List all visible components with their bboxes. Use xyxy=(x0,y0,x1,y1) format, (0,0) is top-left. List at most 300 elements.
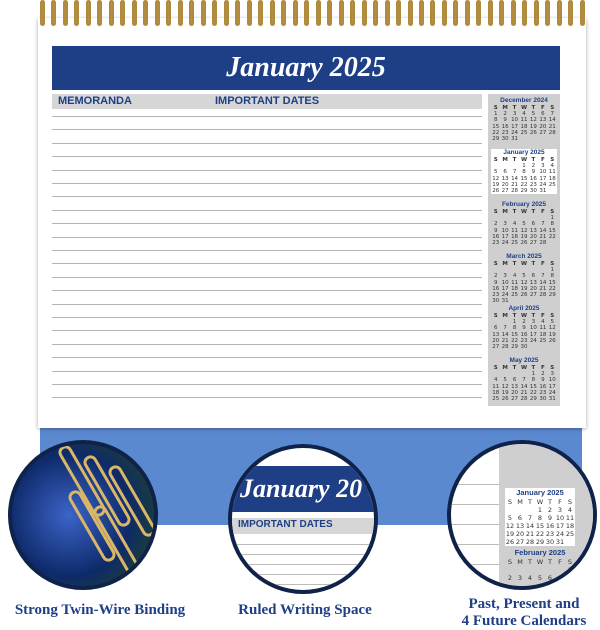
coil-loop xyxy=(212,0,217,26)
day-number: 1 xyxy=(550,215,555,222)
zoom-month-title: January 20 xyxy=(240,474,363,503)
day-number: 8 xyxy=(493,117,498,124)
day-of-week-label: S xyxy=(493,313,498,319)
ruled-line xyxy=(232,554,378,555)
ruled-line xyxy=(52,210,482,211)
day-number: 5 xyxy=(522,273,526,280)
day-number: 28 xyxy=(548,129,556,136)
coil-loop xyxy=(568,0,573,26)
day-number: 1 xyxy=(567,566,573,574)
day-number: 31 xyxy=(539,188,547,195)
coil-loop xyxy=(235,0,240,26)
day-number: 5 xyxy=(550,319,555,326)
day-number: 15 xyxy=(548,279,556,286)
day-number: 16 xyxy=(539,383,547,390)
day-number: 4 xyxy=(527,574,533,582)
day-number: 27 xyxy=(501,188,509,195)
day-of-week-label: S xyxy=(493,157,498,163)
coil-loop xyxy=(453,0,458,26)
coil-loop xyxy=(293,0,298,26)
day-number: 18 xyxy=(548,175,556,182)
mini-calendar-title: December 2024 xyxy=(500,97,548,104)
day-number: 22 xyxy=(520,181,528,188)
ruled-line xyxy=(52,237,482,238)
day-number: 6 xyxy=(517,514,523,522)
day-number: 3 xyxy=(503,273,507,280)
coil-loop xyxy=(178,0,183,26)
day-number: 22 xyxy=(529,389,537,396)
day-number: 5 xyxy=(522,221,526,228)
day-number: 29 xyxy=(492,136,500,143)
day-of-week-label: W xyxy=(536,498,544,506)
coil-loop xyxy=(396,0,401,26)
day-number: 27 xyxy=(492,344,500,351)
day-number: 15 xyxy=(548,227,556,234)
day-of-week-label: F xyxy=(558,558,562,566)
day-number: 15 xyxy=(492,123,500,130)
coil-loop xyxy=(339,0,344,26)
day-of-week-label: T xyxy=(512,365,517,371)
day-number: 29 xyxy=(548,292,556,299)
day-number: 26 xyxy=(505,538,515,546)
day-number: 3 xyxy=(557,506,563,514)
coil-loop xyxy=(419,0,424,26)
day-number: 7 xyxy=(527,514,533,522)
day-number: 3 xyxy=(541,163,545,170)
coil-loop xyxy=(74,0,79,26)
mini-calendar-grid xyxy=(491,105,557,142)
day-number: 23 xyxy=(539,389,547,396)
day-number: 11 xyxy=(511,227,519,234)
day-number: 7 xyxy=(557,574,563,582)
day-number: 4 xyxy=(493,377,498,384)
day-of-week-label: M xyxy=(502,105,508,111)
day-number: 18 xyxy=(520,123,528,130)
day-number: 23 xyxy=(520,337,528,344)
day-number: 30 xyxy=(520,344,528,351)
day-of-week-label: T xyxy=(528,498,532,506)
ruled-line xyxy=(52,290,482,291)
ruled-line xyxy=(52,116,482,117)
day-number: 30 xyxy=(529,188,537,195)
day-number: 25 xyxy=(548,181,556,188)
day-number: 21 xyxy=(501,337,509,344)
day-number: 10 xyxy=(529,325,537,332)
day-number: 22 xyxy=(548,233,556,240)
coil-loop xyxy=(327,0,332,26)
coil-loop xyxy=(155,0,160,26)
ruled-line xyxy=(52,384,482,385)
day-number: 17 xyxy=(501,233,509,240)
day-number: 16 xyxy=(520,331,528,338)
mini-calendar-title: May 2025 xyxy=(509,357,539,364)
day-of-week-label: T xyxy=(512,313,517,319)
day-number: 25 xyxy=(511,292,519,299)
mini-calendar xyxy=(491,305,557,350)
day-of-week-label: W xyxy=(536,558,544,566)
day-number: 19 xyxy=(520,233,528,240)
day-number: 31 xyxy=(548,396,556,403)
day-number: 29 xyxy=(520,188,528,195)
day-number: 11 xyxy=(548,169,556,176)
mini-calendar-grid xyxy=(491,365,557,402)
coil-loop xyxy=(499,0,504,26)
month-banner xyxy=(52,46,560,90)
day-number: 14 xyxy=(525,522,535,530)
day-number: 29 xyxy=(529,396,537,403)
day-number: 11 xyxy=(520,117,528,124)
day-number: 27 xyxy=(529,292,537,299)
day-of-week-label: M xyxy=(502,157,508,163)
mini-calendar xyxy=(491,149,557,194)
twin-wire-binding xyxy=(40,0,585,30)
day-of-week-label: F xyxy=(540,157,545,163)
day-number: 22 xyxy=(548,285,556,292)
day-number: 5 xyxy=(507,514,513,522)
day-number: 28 xyxy=(539,240,547,247)
coil-loop xyxy=(63,0,68,26)
coil-loop xyxy=(316,0,321,26)
day-number: 11 xyxy=(565,514,575,522)
day-number: 3 xyxy=(531,319,536,326)
day-number: 26 xyxy=(548,337,556,344)
column-header xyxy=(52,94,482,109)
day-number: 14 xyxy=(548,117,556,124)
day-number: 13 xyxy=(529,227,537,234)
day-of-week-label: F xyxy=(540,313,545,319)
day-of-week-label: T xyxy=(528,558,532,566)
ruled-line xyxy=(52,223,482,224)
day-number: 15 xyxy=(511,331,519,338)
day-number xyxy=(545,566,555,574)
day-number: 10 xyxy=(511,117,519,124)
day-number: 5 xyxy=(531,111,536,118)
ruled-line xyxy=(232,574,378,575)
day-of-week-label: S xyxy=(550,157,555,163)
day-number: 2 xyxy=(531,163,536,170)
mini-calendar-title: February 2025 xyxy=(501,201,547,208)
day-number: 7 xyxy=(512,169,517,176)
day-number: 12 xyxy=(529,117,537,124)
coil-loop xyxy=(247,0,252,26)
ruled-line xyxy=(52,344,482,345)
day-number: 20 xyxy=(501,181,509,188)
day-number: 20 xyxy=(515,530,525,538)
day-of-week-label: S xyxy=(493,261,498,267)
ruled-line xyxy=(451,544,499,545)
coil-loop xyxy=(258,0,263,26)
mini-calendar-title: March 2025 xyxy=(506,253,542,260)
day-number: 20 xyxy=(529,285,537,292)
day-number: 1 xyxy=(550,267,555,274)
coil-loop xyxy=(143,0,148,26)
day-number: 25 xyxy=(565,530,575,538)
ruled-line xyxy=(52,330,482,331)
day-number: 4 xyxy=(541,319,545,326)
day-number: 10 xyxy=(548,377,556,384)
day-number xyxy=(525,566,535,574)
zoom-mini-calendar-grid xyxy=(505,558,575,582)
day-number: 19 xyxy=(501,389,509,396)
day-number: 31 xyxy=(511,136,519,143)
day-number: 28 xyxy=(525,538,535,546)
day-number: 19 xyxy=(520,285,528,292)
day-number: 6 xyxy=(531,273,536,280)
day-number: 24 xyxy=(539,181,547,188)
day-number: 4 xyxy=(512,273,517,280)
day-of-week-label: M xyxy=(517,498,523,506)
day-number: 18 xyxy=(511,233,519,240)
day-number: 19 xyxy=(505,530,515,538)
coil-loop xyxy=(476,0,481,26)
day-number: 7 xyxy=(541,221,545,228)
ruled-line xyxy=(52,129,482,130)
day-of-week-label: S xyxy=(550,365,555,371)
day-number: 5 xyxy=(537,574,543,582)
day-number: 8 xyxy=(550,221,555,228)
day-number: 16 xyxy=(501,123,509,130)
day-number: 16 xyxy=(545,522,555,530)
mini-calendar xyxy=(491,357,557,402)
coil-loop xyxy=(557,0,562,26)
mini-calendar xyxy=(491,253,557,304)
coil-loop xyxy=(86,0,91,26)
coil-loop xyxy=(488,0,493,26)
day-number: 12 xyxy=(548,325,556,332)
day-number: 11 xyxy=(511,279,519,286)
day-number: 17 xyxy=(539,175,547,182)
day-number xyxy=(555,566,565,574)
day-of-week-label: S xyxy=(567,558,573,566)
day-of-week-label: S xyxy=(550,105,555,111)
day-number: 14 xyxy=(520,383,528,390)
day-number: 25 xyxy=(539,337,547,344)
coil-loop xyxy=(97,0,102,26)
day-number: 16 xyxy=(529,175,537,182)
day-of-week-label: W xyxy=(520,209,528,215)
day-number: 18 xyxy=(539,331,547,338)
day-number: 24 xyxy=(501,292,509,299)
day-number: 15 xyxy=(529,383,537,390)
day-number: 8 xyxy=(550,273,555,280)
coil-loop xyxy=(545,0,550,26)
day-of-week-label: T xyxy=(512,105,517,111)
day-number: 11 xyxy=(539,325,547,332)
day-number: 13 xyxy=(511,383,519,390)
day-of-week-label: T xyxy=(531,209,536,215)
month-title: January 2025 xyxy=(226,52,386,83)
day-number: 8 xyxy=(537,514,543,522)
coil-loop xyxy=(224,0,229,26)
day-number: 12 xyxy=(520,227,528,234)
day-number: 13 xyxy=(539,117,547,124)
day-number: 2 xyxy=(522,319,526,326)
day-number: 21 xyxy=(539,233,547,240)
day-number: 26 xyxy=(529,129,537,136)
day-number: 29 xyxy=(511,344,519,351)
day-number: 1 xyxy=(522,163,526,170)
day-number: 21 xyxy=(511,181,519,188)
day-number: 9 xyxy=(493,279,498,286)
day-number: 26 xyxy=(520,292,528,299)
day-of-week-label: W xyxy=(520,365,528,371)
day-number xyxy=(535,566,545,574)
day-number: 15 xyxy=(520,175,528,182)
caption-calendars-line2: 4 Future Calendars xyxy=(461,613,587,629)
day-number: 21 xyxy=(548,123,556,130)
day-number: 19 xyxy=(548,331,556,338)
coil-loop xyxy=(522,0,527,26)
ruled-line xyxy=(52,183,482,184)
coil-loop xyxy=(373,0,378,26)
day-number: 7 xyxy=(541,273,545,280)
mini-calendar-title: April 2025 xyxy=(508,305,540,312)
day-number xyxy=(505,566,515,574)
day-number: 17 xyxy=(511,123,519,130)
day-number: 24 xyxy=(501,240,509,247)
day-number: 9 xyxy=(503,117,507,124)
day-of-week-label: F xyxy=(540,105,545,111)
day-number: 28 xyxy=(511,188,519,195)
caption-calendars xyxy=(448,596,600,630)
day-number: 18 xyxy=(565,522,575,530)
day-number: 25 xyxy=(492,396,500,403)
coil-loop xyxy=(511,0,516,26)
day-number: 8 xyxy=(512,325,517,332)
day-number: 19 xyxy=(529,123,537,130)
coil-loop xyxy=(465,0,470,26)
coil-loop xyxy=(385,0,390,26)
day-number: 16 xyxy=(492,285,500,292)
mini-calendar-title: January 2025 xyxy=(503,149,545,156)
day-number: 14 xyxy=(511,175,519,182)
day-number: 9 xyxy=(493,227,498,234)
day-of-week-label: W xyxy=(520,313,528,319)
day-number: 26 xyxy=(520,240,528,247)
day-number: 30 xyxy=(492,298,500,305)
day-number: 27 xyxy=(511,396,519,403)
day-of-week-label: T xyxy=(531,261,536,267)
day-of-week-label: S xyxy=(507,498,513,506)
day-number: 19 xyxy=(492,181,500,188)
zoom-important-dates-label: IMPORTANT DATES xyxy=(238,519,333,530)
coil-loop xyxy=(430,0,435,26)
day-number: 17 xyxy=(501,285,509,292)
ruled-line xyxy=(232,564,378,565)
day-number: 24 xyxy=(511,129,519,136)
ruled-line xyxy=(451,484,499,485)
day-of-week-label: T xyxy=(531,365,536,371)
day-number xyxy=(515,566,525,574)
ruled-line xyxy=(451,524,499,525)
day-number: 9 xyxy=(547,514,553,522)
day-number: 27 xyxy=(539,129,547,136)
day-number: 31 xyxy=(501,298,509,305)
ruled-line xyxy=(52,397,482,398)
memoranda-label: MEMORANDA xyxy=(58,95,132,107)
zoom-mini-calendar-title: January 2025 xyxy=(516,488,564,497)
ruled-line xyxy=(52,317,482,318)
coil-loop xyxy=(189,0,194,26)
day-number: 26 xyxy=(492,188,500,195)
day-number: 28 xyxy=(501,344,509,351)
ruled-line xyxy=(52,143,482,144)
day-of-week-label: S xyxy=(550,313,555,319)
coil-loop xyxy=(304,0,309,26)
ruled-line xyxy=(451,504,499,505)
day-of-week-label: T xyxy=(531,313,536,319)
day-number: 6 xyxy=(503,169,507,176)
day-of-week-label: S xyxy=(493,105,498,111)
day-number: 22 xyxy=(535,530,545,538)
day-of-week-label: F xyxy=(540,209,545,215)
day-number: 5 xyxy=(503,377,507,384)
caption-binding: Strong Twin-Wire Binding xyxy=(14,602,186,618)
day-number: 27 xyxy=(529,240,537,247)
day-number: 6 xyxy=(531,221,536,228)
zoom-mini-calendar-february xyxy=(505,548,575,582)
day-number: 17 xyxy=(529,331,537,338)
coil-loop xyxy=(442,0,447,26)
day-number: 7 xyxy=(522,377,526,384)
mini-calendar-sidebar xyxy=(488,94,560,406)
day-number: 1 xyxy=(537,506,543,514)
day-number: 12 xyxy=(520,279,528,286)
day-number: 4 xyxy=(567,506,573,514)
ruled-line xyxy=(52,170,482,171)
day-of-week-label: F xyxy=(558,498,562,506)
day-number: 25 xyxy=(520,129,528,136)
coil-loop xyxy=(362,0,367,26)
day-number: 4 xyxy=(522,111,526,118)
day-number: 12 xyxy=(492,175,500,182)
ruled-line xyxy=(52,156,482,157)
day-of-week-label: T xyxy=(531,157,536,163)
day-number: 10 xyxy=(501,279,509,286)
day-number: 30 xyxy=(539,396,547,403)
day-number: 30 xyxy=(545,538,555,546)
day-number: 24 xyxy=(548,389,556,396)
day-number: 25 xyxy=(511,240,519,247)
day-of-week-label: T xyxy=(512,209,517,215)
day-number: 3 xyxy=(550,371,555,378)
day-number: 2 xyxy=(507,574,513,582)
ruled-line xyxy=(52,250,482,251)
day-of-week-label: M xyxy=(502,365,508,371)
day-number: 20 xyxy=(492,337,500,344)
day-number: 14 xyxy=(539,227,547,234)
day-number: 2 xyxy=(493,221,498,228)
day-of-week-label: T xyxy=(512,261,517,267)
binding-zoom-circle xyxy=(8,440,158,590)
day-of-week-label: S xyxy=(550,261,555,267)
zoom-mini-calendar-title: February 2025 xyxy=(514,548,566,557)
day-number: 29 xyxy=(535,538,545,546)
mini-calendar-grid xyxy=(491,157,557,194)
day-number: 30 xyxy=(501,136,509,143)
day-number: 9 xyxy=(541,377,545,384)
day-of-week-label: W xyxy=(520,105,528,111)
day-of-week-label: M xyxy=(502,313,508,319)
coil-loop xyxy=(350,0,355,26)
day-number: 6 xyxy=(493,325,498,332)
coil-loop xyxy=(40,0,45,26)
day-number: 9 xyxy=(522,325,526,332)
ruled-line xyxy=(52,304,482,305)
day-of-week-label: M xyxy=(502,209,508,215)
day-number: 1 xyxy=(512,319,517,326)
coil-loop xyxy=(270,0,275,26)
